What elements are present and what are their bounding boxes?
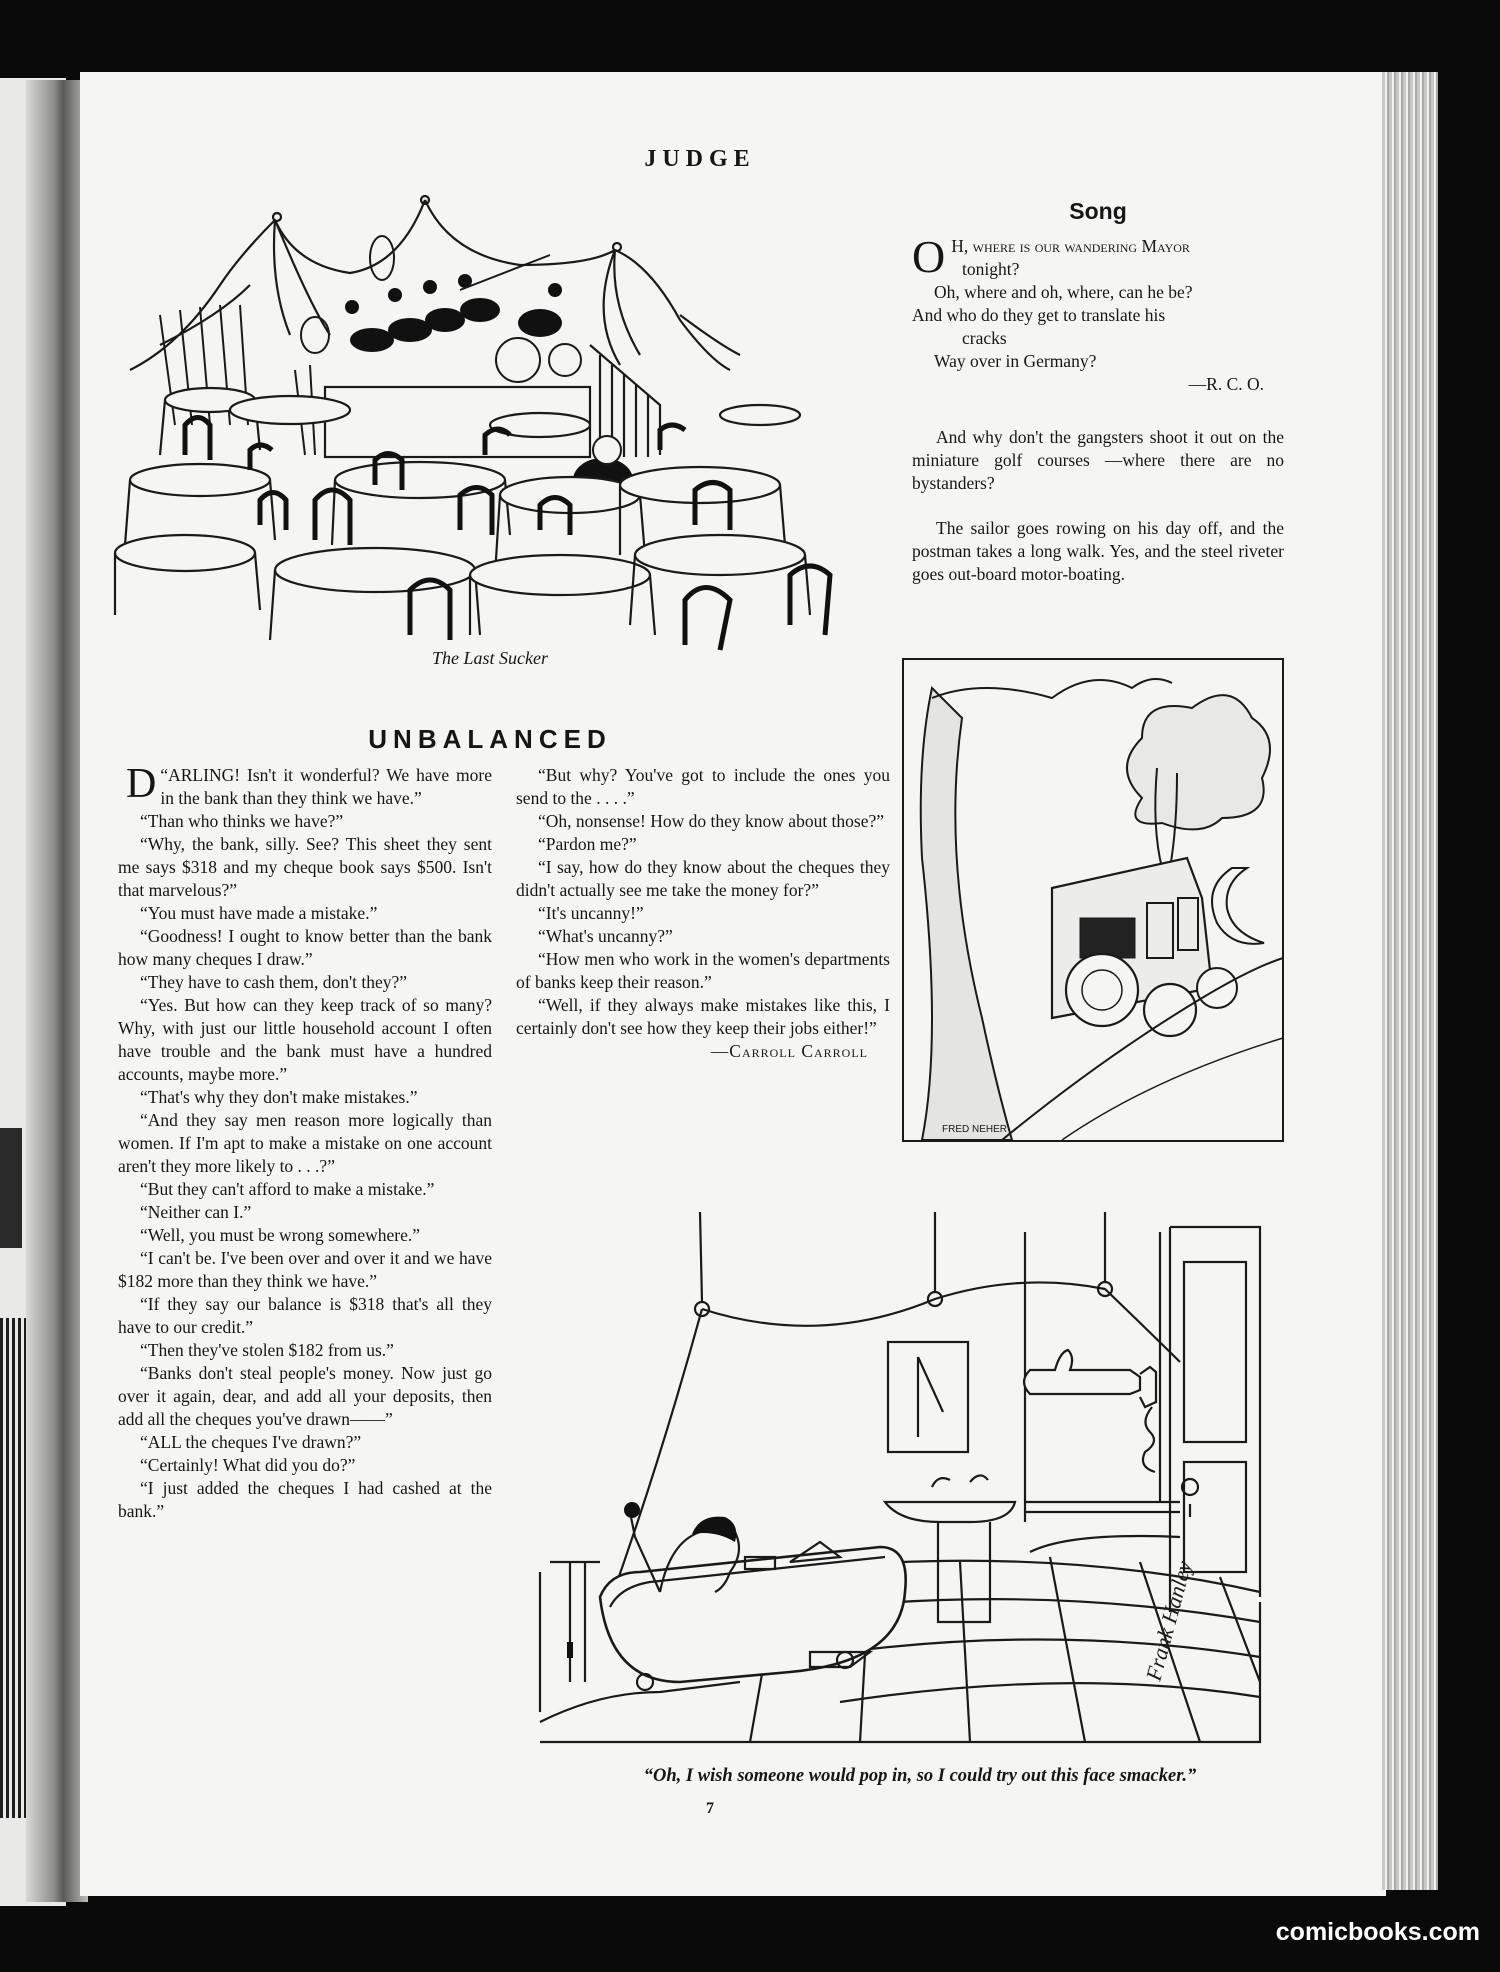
page-stack-edges <box>1382 72 1438 1890</box>
article-paragraph: “I can't be. I've been over and over it and we have $182 more than they think we have.” <box>118 1248 492 1291</box>
poem-line: tonight? <box>962 259 1020 279</box>
song-paragraph: And why don't the gangsters shoot it out on the miniature golf courses —where there are no bystanders? <box>912 427 1284 493</box>
article-column-2 <box>516 764 890 1063</box>
article-paragraph: “Neither can I.” <box>140 1202 252 1222</box>
article-opening-rest: ! Isn't it wonderful? We have more in the bank than they think we have.” <box>160 765 492 808</box>
article-column-1 <box>118 761 492 1523</box>
bathroom-cartoon-signature: Frank Hanley <box>1140 1558 1197 1684</box>
page-number: 7 <box>706 1800 714 1817</box>
article-paragraph: “Banks don't steal people's money. Now just go over it again, dear, and add all your deposits, then add all the cheques you've drawn——” <box>118 1363 492 1429</box>
article-paragraph: “And they say men reason more logically than women. If I'm apt to make a mistake on one account aren't they more likely to . . .?” <box>118 1110 492 1176</box>
song-dropcap: O <box>912 231 946 282</box>
song-title: Song <box>1069 198 1127 224</box>
article-paragraph: “You must have made a mistake.” <box>140 903 378 923</box>
article-paragraph: “Well, you must be wrong somewhere.” <box>140 1225 420 1245</box>
article-opening: “ D ARLING! Isn't it wonderful? We have more in the bank than they think we have.” <box>126 761 492 808</box>
article-paragraph: “Oh, nonsense! How do they know about those?” <box>538 811 885 831</box>
article-paragraph: “ALL the cheques I've drawn?” <box>140 1432 362 1452</box>
nightclub-cartoon <box>120 195 870 645</box>
song-paragraph: The sailor goes rowing on his day off, and the postman takes a long walk. Yes, and the steel riveter goes out-board motor-boating. <box>912 518 1284 584</box>
bathroom-cartoon <box>540 1212 1270 1752</box>
article-paragraph: “Then they've stolen $182 from us.” <box>140 1340 394 1360</box>
poem-line: H, where is our wandering Mayor <box>951 236 1190 256</box>
article-opening-smallcaps: ARLING <box>168 765 235 785</box>
article-paragraph: “It's uncanny!” <box>538 903 644 923</box>
article-paragraph: “Yes. But how can they keep track of so many? Why, with just our little household account I often have trouble and the bank must have a hundred accounts, maybe more.” <box>118 995 492 1084</box>
article-paragraph: “That's why they don't make mistakes.” <box>140 1087 418 1107</box>
article-paragraph: “I just added the cheques I had cashed at the bank.” <box>118 1478 492 1521</box>
article-paragraph: “Pardon me?” <box>538 834 637 854</box>
article-paragraph: “Why, the bank, silly. See? This sheet they sent me says $318 and my cheque book says $500. Isn't that marvelous?” <box>118 834 492 900</box>
poem-line: And who do they get to translate his <box>912 305 1166 325</box>
article-dropcap: D <box>126 761 157 807</box>
article-paragraph: “If they say our balance is $318 that's all they have to our credit.” <box>118 1294 492 1337</box>
poem-line: Oh, where and oh, where, can he be? <box>934 282 1193 302</box>
article-paragraph: “They have to cash them, don't they?” <box>140 972 408 992</box>
article-paragraph: “How men who work in the women's departments of banks keep their reason.” <box>516 949 890 992</box>
song-signature: —R. C. O. <box>1188 374 1264 394</box>
poem-line: cracks <box>962 328 1007 348</box>
book-gutter <box>26 80 88 1902</box>
song-column <box>912 198 1284 586</box>
bathroom-cartoon-caption: “Oh, I wish someone would pop in, so I could try out this face smacker.” <box>643 1766 1197 1786</box>
article-paragraph: “I say, how do they know about the cheques they didn't actually see me take the money for?” <box>516 857 890 900</box>
running-head: JUDGE <box>644 146 756 172</box>
article-byline: —Carroll Carroll <box>710 1041 868 1061</box>
article-paragraph: “Than who thinks we have?” <box>140 811 344 831</box>
song-poem <box>912 231 1284 396</box>
article-paragraph: “What's uncanny?” <box>538 926 673 946</box>
car-cartoon <box>902 658 1284 1142</box>
article-paragraph: “But they can't afford to make a mistake.” <box>140 1179 435 1199</box>
nightclub-cartoon-caption: The Last Sucker <box>432 648 548 668</box>
article-paragraph: “But why? You've got to include the ones you send to the . . . .” <box>516 765 890 808</box>
article-paragraph: “Certainly! What did you do?” <box>140 1455 356 1475</box>
car-cartoon-signature: FRED NEHER <box>942 1124 1008 1135</box>
article-paragraph: “Well, if they always make mistakes like this, I certainly don't see how they keep their jobs either!” <box>516 995 890 1038</box>
article-paragraph: “Goodness! I ought to know better than the bank how many cheques I draw.” <box>118 926 492 969</box>
article-title: UNBALANCED <box>368 724 612 754</box>
poem-line: Way over in Germany? <box>934 351 1097 371</box>
site-watermark[interactable]: comicbooks.com <box>1275 1918 1480 1946</box>
